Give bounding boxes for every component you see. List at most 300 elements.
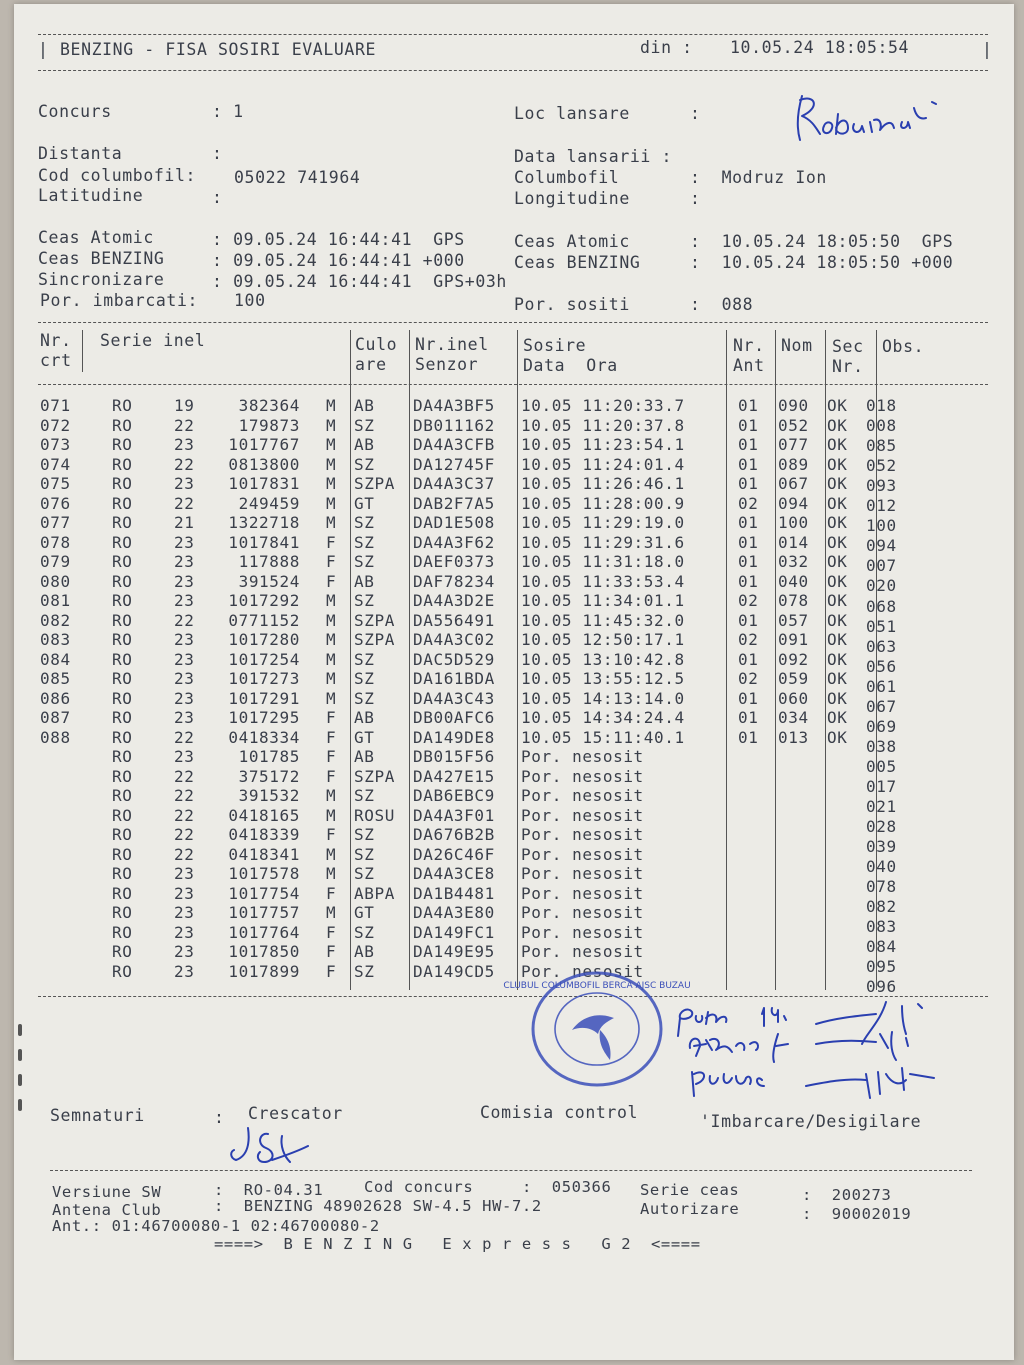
latitudine-label: Latitudine — [38, 186, 144, 205]
cell-senzor: DAB2F7A5 — [413, 493, 495, 513]
cell-tara: RO — [112, 591, 133, 610]
cell-inel: 1017280 — [228, 630, 300, 649]
header-divider — [82, 330, 83, 372]
cell-obs: 068 — [866, 596, 897, 616]
cell-obs: 083 — [866, 917, 897, 937]
cell-tara: RO — [112, 630, 133, 649]
sincronizare-value: : 09.05.24 16:44:41 GPS+03h — [212, 272, 507, 291]
cell-sex: M — [326, 610, 337, 630]
stamp-text: CLUBUL COLUMBOFIL BERCA AJSC BUZAU — [503, 981, 691, 991]
cell-an: 23 — [174, 630, 195, 649]
loc-lansare-ink — [790, 88, 960, 144]
cell-an: 23 — [174, 435, 195, 454]
cell-culoare: AB — [354, 571, 375, 591]
cell-senzor: DB011162 — [413, 415, 495, 435]
concurs-value: : 1 — [212, 102, 244, 121]
cell-culoare: AB — [354, 396, 375, 415]
cell-sex: M — [326, 786, 337, 805]
header-nr-inel-1: Nr.inel — [415, 335, 489, 354]
cell-sec: OK — [827, 474, 848, 493]
cell-sosire: 10.05 11:23:54.1 — [521, 435, 685, 454]
cell-culoare: SZ — [354, 844, 375, 864]
cell-nom: 014 — [778, 532, 809, 552]
cell-an: 22 — [174, 844, 195, 864]
semnaturi-colon: : — [214, 1108, 225, 1127]
cell-nom: 032 — [778, 552, 809, 571]
cell-tara: RO — [112, 708, 133, 727]
cell-senzor: DA4A3CFB — [413, 435, 495, 454]
cell-tara: RO — [112, 474, 133, 493]
cell-sosire: Por. nesosit — [521, 747, 644, 766]
cell-tara: RO — [112, 786, 133, 805]
cell-inel: 0418165 — [228, 805, 300, 825]
header-bar-left: | — [38, 40, 49, 59]
cell-sec: OK — [827, 669, 848, 688]
cell-sosire: 10.05 13:10:42.8 — [521, 649, 685, 669]
cell-sec: OK — [827, 532, 848, 552]
cell-inel: 1017757 — [228, 903, 300, 922]
cell-senzor: DAD1E508 — [413, 513, 495, 532]
cell-sosire: 10.05 11:20:33.7 — [521, 396, 685, 415]
cell-ant: 01 — [738, 688, 759, 708]
cell-inel: 375172 — [238, 766, 300, 786]
cell-obs: 021 — [866, 797, 897, 816]
autorizare-label: Autorizare — [640, 1200, 740, 1218]
cell-obs: 094 — [866, 536, 897, 556]
cell-nom: 089 — [778, 454, 809, 474]
cell-sex: F — [326, 922, 337, 942]
distanta-label: Distanta — [38, 144, 123, 163]
cell-sec: OK — [827, 396, 848, 415]
cell-nr: 072 — [40, 415, 71, 435]
cell-sosire: Por. nesosit — [521, 844, 644, 864]
cell-sosire: Por. nesosit — [521, 805, 644, 825]
cell-ant: 01 — [738, 513, 759, 532]
cell-obs: 028 — [866, 817, 897, 837]
longitudine-label: Longitudine — [514, 189, 630, 208]
cell-ant: 01 — [738, 727, 759, 747]
cell-sex: M — [326, 864, 337, 883]
cell-ant: 01 — [738, 708, 759, 727]
cell-nom: 078 — [778, 591, 809, 610]
cell-an: 22 — [174, 415, 195, 435]
table-header-rule — [38, 384, 988, 385]
serie-ceas-label: Serie ceas — [640, 1181, 740, 1199]
cell-nr: 080 — [40, 571, 71, 591]
cell-sosire: Por. nesosit — [521, 903, 644, 922]
cell-tara: RO — [112, 688, 133, 708]
cell-nom: 100 — [778, 513, 809, 532]
cod-columbofil-label: Cod columbofil: — [38, 166, 197, 185]
versiune-label: Versiune SW — [52, 1183, 162, 1201]
ceas-benzing-end-value: : 10.05.24 18:05:50 +000 — [690, 253, 954, 272]
cell-ant: 02 — [738, 669, 759, 688]
cell-tara: RO — [112, 883, 133, 903]
header-bar-right: | — [982, 40, 993, 59]
cell-obs: 084 — [866, 937, 897, 957]
cell-sosire: Por. nesosit — [521, 825, 644, 844]
cell-nom: 059 — [778, 669, 809, 688]
cell-obs: 082 — [866, 897, 897, 917]
cell-obs: 061 — [866, 676, 897, 696]
cell-obs: 038 — [866, 736, 897, 756]
cell-obs: 018 — [866, 396, 897, 415]
header-sosire-2: Data Ora — [523, 356, 618, 375]
cell-sec: OK — [827, 610, 848, 630]
cell-sec: OK — [827, 454, 848, 474]
cell-sec: OK — [827, 688, 848, 708]
cell-culoare: SZ — [354, 649, 375, 669]
cell-nom: 013 — [778, 727, 809, 747]
cell-an: 23 — [174, 961, 195, 981]
cell-sec: OK — [827, 513, 848, 532]
cell-culoare: AB — [354, 942, 375, 961]
header-sosire-1: Sosire — [523, 336, 587, 355]
report-date-label: din : — [640, 38, 693, 57]
cell-inel: 0418334 — [228, 727, 300, 747]
imbarcati-label: Por. imbarcati: — [40, 291, 199, 310]
cell-culoare: SZ — [354, 922, 375, 942]
col-line-nom — [775, 330, 776, 990]
cell-sex: M — [326, 513, 337, 532]
cell-culoare: SZ — [354, 825, 375, 844]
cell-an: 23 — [174, 688, 195, 708]
cell-inel: 179873 — [238, 415, 300, 435]
ceas-atomic-end-label: Ceas Atomic — [514, 232, 630, 251]
cell-inel: 0813800 — [228, 454, 300, 474]
header-culoare-1: Culo — [355, 335, 398, 354]
header-obs: Obs. — [882, 337, 925, 356]
cell-ant: 01 — [738, 474, 759, 493]
cell-sosire: Por. nesosit — [521, 942, 644, 961]
sositi-label: Por. sositi — [514, 295, 630, 314]
cell-nom: 091 — [778, 630, 809, 649]
header-culoare-2: are — [355, 355, 387, 374]
benzing-express-banner: ====> B E N Z I N G E x p r e s s G 2 <==== — [214, 1235, 701, 1253]
col-line-sec — [825, 330, 826, 990]
cell-obs: 093 — [866, 476, 897, 496]
cell-nr: 084 — [40, 649, 71, 669]
cell-sosire: Por. nesosit — [521, 961, 644, 981]
cell-sex: M — [326, 454, 337, 474]
cell-senzor: DA149DE8 — [413, 727, 495, 747]
cell-an: 22 — [174, 610, 195, 630]
ceas-atomic-start-value: : 09.05.24 16:44:41 GPS — [212, 230, 465, 249]
cell-sec: OK — [827, 493, 848, 513]
club-stamp — [503, 968, 691, 1090]
cell-tara: RO — [112, 532, 133, 552]
cell-culoare: GT — [354, 727, 375, 747]
cell-nr: 071 — [40, 396, 71, 415]
cell-inel: 1017291 — [228, 688, 300, 708]
cell-culoare: SZ — [354, 532, 375, 552]
cell-sosire: 10.05 11:20:37.8 — [521, 415, 685, 435]
cell-culoare: SZPA — [354, 630, 395, 649]
cell-an: 22 — [174, 727, 195, 747]
crescator-label: Crescator — [248, 1104, 343, 1123]
cell-sosire: 10.05 14:13:14.0 — [521, 688, 685, 708]
cell-inel: 391532 — [238, 786, 300, 805]
cell-obs: 005 — [866, 756, 897, 776]
cell-sex: F — [326, 942, 337, 961]
cell-an: 23 — [174, 571, 195, 591]
cell-sosire: 10.05 15:11:40.1 — [521, 727, 685, 747]
cell-senzor: DA149CD5 — [413, 961, 495, 981]
cell-senzor: DA4A3F62 — [413, 532, 495, 552]
cell-inel: 1017831 — [228, 474, 300, 493]
header-nr-ant-1: Nr. — [733, 336, 765, 355]
cell-inel: 1017899 — [228, 961, 300, 981]
cell-sosire: 10.05 11:29:19.0 — [521, 513, 685, 532]
cell-tara: RO — [112, 864, 133, 883]
cell-sex: M — [326, 805, 337, 825]
cod-concurs-label: Cod concurs — [364, 1178, 474, 1196]
cell-sec: OK — [827, 649, 848, 669]
cell-tara: RO — [112, 903, 133, 922]
cell-inel: 1017764 — [228, 922, 300, 942]
cell-inel: 1017295 — [228, 708, 300, 727]
cell-senzor: DAC5D529 — [413, 649, 495, 669]
ceas-benzing-end-label: Ceas BENZING — [514, 253, 641, 272]
imbarcare-label: 'Imbarcare/Desigilare — [700, 1112, 922, 1131]
cell-tara: RO — [112, 766, 133, 786]
cell-sex: F — [326, 766, 337, 786]
cell-an: 22 — [174, 786, 195, 805]
cell-ant: 01 — [738, 435, 759, 454]
cell-tara: RO — [112, 727, 133, 747]
cell-inel: 1017254 — [228, 649, 300, 669]
cell-senzor: DA4A3F01 — [413, 805, 495, 825]
cell-obs: 051 — [866, 616, 897, 636]
distanta-value: : — [212, 144, 223, 163]
cell-nom: 092 — [778, 649, 809, 669]
cell-nom: 052 — [778, 415, 809, 435]
cell-sex: M — [326, 493, 337, 513]
cell-ant: 01 — [738, 415, 759, 435]
cell-senzor: DA149FC1 — [413, 922, 495, 942]
cell-tara: RO — [112, 396, 133, 415]
cell-obs: 069 — [866, 716, 897, 736]
cell-tara: RO — [112, 844, 133, 864]
cell-culoare: SZ — [354, 669, 375, 688]
col-line-sosire — [517, 330, 518, 990]
longitudine-value: : — [690, 189, 701, 208]
cell-sosire: 10.05 12:50:17.1 — [521, 630, 685, 649]
cell-sosire: 10.05 14:34:24.4 — [521, 708, 685, 727]
cell-culoare: GT — [354, 903, 375, 922]
cell-nr: 074 — [40, 454, 71, 474]
cell-tara: RO — [112, 415, 133, 435]
cell-obs: 007 — [866, 556, 897, 576]
cell-obs: 100 — [866, 516, 897, 536]
cell-senzor: DA161BDA — [413, 669, 495, 688]
cell-tara: RO — [112, 669, 133, 688]
cell-culoare: SZ — [354, 961, 375, 981]
cell-obs: 052 — [866, 456, 897, 476]
cell-obs: 039 — [866, 837, 897, 857]
cell-obs: 085 — [866, 436, 897, 456]
table-top-rule — [38, 322, 988, 323]
cell-culoare: SZ — [354, 454, 375, 474]
cell-nr: 082 — [40, 610, 71, 630]
cell-culoare: SZ — [354, 415, 375, 435]
sositi-value: : 088 — [690, 295, 754, 314]
cell-nr: 078 — [40, 532, 71, 552]
cell-nom: 090 — [778, 396, 809, 415]
cell-an: 22 — [174, 493, 195, 513]
cell-an: 22 — [174, 825, 195, 844]
cell-sex: M — [326, 844, 337, 864]
cell-an: 23 — [174, 747, 195, 766]
cell-tara: RO — [112, 610, 133, 630]
cell-sex: M — [326, 591, 337, 610]
cell-nr: 087 — [40, 708, 71, 727]
cell-sosire: 10.05 11:29:31.6 — [521, 532, 685, 552]
cell-culoare: AB — [354, 747, 375, 766]
cell-nom: 057 — [778, 610, 809, 630]
autorizare-value: : 90002019 — [802, 1205, 912, 1223]
cell-ant: 01 — [738, 649, 759, 669]
cell-tara: RO — [112, 435, 133, 454]
cell-sex: M — [326, 688, 337, 708]
cell-senzor: DA4A3C02 — [413, 630, 495, 649]
cell-sosire: 10.05 11:24:01.4 — [521, 454, 685, 474]
antenna-ids: Ant.: 01:46700080-1 02:46700080-2 — [52, 1217, 380, 1235]
cell-senzor: DA1B4481 — [413, 883, 495, 903]
cell-obs: 020 — [866, 576, 897, 596]
footer-top-rule — [50, 1170, 972, 1171]
cell-inel: 249459 — [238, 493, 300, 513]
cell-sosire: 10.05 11:26:46.1 — [521, 474, 685, 493]
cell-an: 23 — [174, 708, 195, 727]
cell-sosire: Por. nesosit — [521, 766, 644, 786]
cell-an: 21 — [174, 513, 195, 532]
cell-ant: 01 — [738, 552, 759, 571]
imbarcati-value: 100 — [234, 291, 266, 310]
cell-sex: M — [326, 649, 337, 669]
cell-senzor: DA4A3BF5 — [413, 396, 495, 415]
cell-culoare: SZ — [354, 552, 375, 571]
cell-senzor: DA427E15 — [413, 766, 495, 786]
cell-sec: OK — [827, 415, 848, 435]
concurs-label: Concurs — [38, 102, 112, 121]
col-line-senzor — [409, 330, 410, 990]
cell-nr: 073 — [40, 435, 71, 454]
cell-tara: RO — [112, 454, 133, 474]
cell-inel: 101785 — [238, 747, 300, 766]
cell-ant: 02 — [738, 493, 759, 513]
cell-senzor: DAB6EBC9 — [413, 786, 495, 805]
cell-culoare: SZ — [354, 864, 375, 883]
cell-inel: 1017850 — [228, 942, 300, 961]
cell-an: 23 — [174, 649, 195, 669]
cell-senzor: DA149E95 — [413, 942, 495, 961]
cell-nom: 060 — [778, 688, 809, 708]
cell-sec: OK — [827, 630, 848, 649]
loc-lansare-colon: : — [690, 104, 701, 123]
cell-sosire: Por. nesosit — [521, 883, 644, 903]
header-nr-crt-2: crt — [40, 351, 72, 370]
cell-sex: F — [326, 571, 337, 591]
cell-sex: F — [326, 883, 337, 903]
cell-nr: 085 — [40, 669, 71, 688]
cell-inel: 117888 — [238, 552, 300, 571]
cell-ant: 01 — [738, 454, 759, 474]
cell-nom: 040 — [778, 571, 809, 591]
header-nom: Nom — [781, 336, 813, 355]
cell-tara: RO — [112, 493, 133, 513]
cell-culoare: SZPA — [354, 474, 395, 493]
printout-sheet — [14, 4, 1014, 1360]
cell-sosire: 10.05 11:34:01.1 — [521, 591, 685, 610]
cell-senzor: DA12745F — [413, 454, 495, 474]
cell-inel: 391524 — [238, 571, 300, 591]
cell-nr: 086 — [40, 688, 71, 708]
cell-nr: 083 — [40, 630, 71, 649]
cell-obs: 078 — [866, 877, 897, 897]
cell-sex: F — [326, 532, 337, 552]
versiune-value: : RO-04.31 — [214, 1181, 324, 1199]
cell-inel: 1017841 — [228, 532, 300, 552]
commission-signatures — [666, 994, 956, 1104]
report-date: 10.05.24 18:05:54 — [730, 38, 910, 57]
data-lansarii-label: Data lansarii : — [514, 147, 673, 166]
cell-tara: RO — [112, 825, 133, 844]
cell-tara: RO — [112, 513, 133, 532]
cell-obs: 063 — [866, 636, 897, 656]
antena-label: Antena Club — [52, 1201, 162, 1219]
cell-inel: 0771152 — [228, 610, 300, 630]
header-top-rule — [38, 34, 988, 35]
cell-senzor: DA4A3CE8 — [413, 864, 495, 883]
cell-obs: 017 — [866, 776, 897, 796]
cell-sosire: 10.05 13:55:12.5 — [521, 669, 685, 688]
cell-tara: RO — [112, 961, 133, 981]
cell-culoare: ABPA — [354, 883, 395, 903]
cell-nom: 094 — [778, 493, 809, 513]
ceas-atomic-start-label: Ceas Atomic — [38, 228, 154, 247]
ceas-atomic-end-value: : 10.05.24 18:05:50 GPS — [690, 232, 954, 251]
header-nr-ant-2: Ant — [733, 356, 765, 375]
cod-columbofil-value: 05022 741964 — [234, 168, 361, 187]
cell-an: 23 — [174, 903, 195, 922]
cell-senzor: DA4A3C37 — [413, 474, 495, 493]
header-bottom-rule — [38, 70, 988, 71]
cell-senzor: DAEF0373 — [413, 552, 495, 571]
cell-an: 22 — [174, 454, 195, 474]
cod-concurs-value: : 050366 — [522, 1178, 612, 1196]
cell-nr: 077 — [40, 513, 71, 532]
cell-inel: 1017292 — [228, 591, 300, 610]
cell-tara: RO — [112, 649, 133, 669]
cell-obs: 056 — [866, 656, 897, 676]
cell-ant: 01 — [738, 396, 759, 415]
header-nr-inel-2: Senzor — [415, 355, 479, 374]
cell-nom: 067 — [778, 474, 809, 493]
cell-inel: 1017273 — [228, 669, 300, 688]
cell-culoare: AB — [354, 435, 375, 454]
cell-sex: M — [326, 474, 337, 493]
cell-culoare: ROSU — [354, 805, 395, 825]
cell-sex: F — [326, 961, 337, 981]
cell-inel: 382364 — [238, 396, 300, 415]
cell-sosire: Por. nesosit — [521, 922, 644, 942]
cell-inel: 1017754 — [228, 883, 300, 903]
cell-sosire: Por. nesosit — [521, 786, 644, 805]
cell-an: 22 — [174, 805, 195, 825]
latitudine-value: : — [212, 188, 223, 207]
cell-sex: M — [326, 415, 337, 435]
